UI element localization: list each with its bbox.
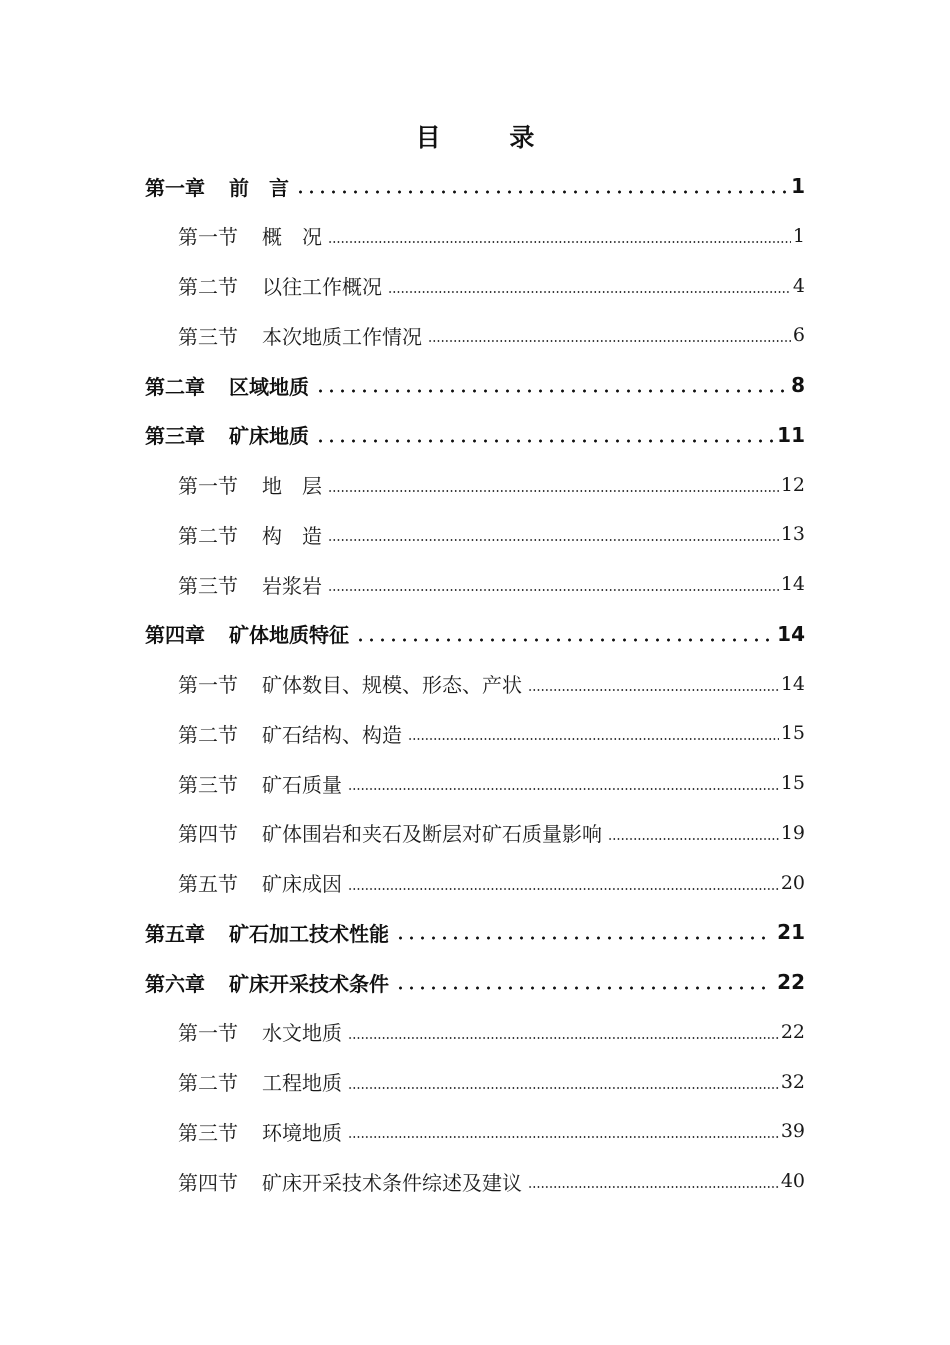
section-title: 水文地质 — [262, 1021, 342, 1046]
chapter-number: 第三章 — [145, 424, 205, 449]
section-title: 矿床成因 — [262, 872, 342, 896]
chapter-title: 区域地质 — [229, 374, 309, 399]
section-number: 第一节 — [178, 673, 238, 697]
dot-leader — [328, 538, 779, 542]
section-title: 矿床开采技术条件综述及建议 — [262, 1170, 522, 1195]
dot-leader — [348, 1086, 779, 1090]
page-number: 8 — [791, 373, 805, 397]
section-title: 矿体围岩和夹石及断层对矿石质量影响 — [262, 822, 602, 847]
dot-leader — [328, 588, 779, 592]
section-number: 第四节 — [178, 822, 238, 847]
toc-section-entry[interactable] — [178, 465, 805, 505]
chapter-title: 前 言 — [229, 175, 289, 200]
dot-leader — [328, 489, 779, 493]
section-title: 矿石结构、构造 — [262, 722, 402, 747]
dot-leader — [608, 837, 779, 841]
toc-chapter-entry[interactable] — [145, 614, 805, 654]
section-title: 矿体数目、规模、形态、产状 — [262, 673, 522, 697]
toc-section-entry[interactable] — [178, 1062, 805, 1102]
dot-leader — [348, 1036, 779, 1040]
section-number: 第二节 — [178, 523, 238, 548]
section-number: 第三节 — [178, 772, 238, 797]
page-number: 4 — [792, 274, 805, 297]
dot-leader — [388, 290, 791, 294]
chapter-number: 第四章 — [145, 623, 205, 648]
page-number: 22 — [777, 970, 805, 994]
chapter-number: 第二章 — [145, 374, 205, 399]
dot-leader — [295, 190, 787, 194]
toc-section-entry[interactable] — [178, 1161, 805, 1201]
toc-section-entry[interactable] — [178, 713, 805, 753]
section-number: 第二节 — [178, 1071, 238, 1095]
page-number: 22 — [780, 1020, 805, 1043]
page-number: 32 — [780, 1070, 805, 1093]
page-number: 19 — [780, 821, 805, 844]
toc-section-entry[interactable] — [178, 813, 805, 853]
dot-leader — [355, 638, 773, 642]
dot-leader — [395, 986, 773, 990]
toc-chapter-entry[interactable] — [145, 962, 805, 1002]
toc-section-entry[interactable] — [178, 863, 805, 903]
toc-section-entry[interactable] — [178, 1012, 805, 1052]
toc-chapter-entry[interactable] — [145, 415, 805, 455]
page-number: 11 — [777, 422, 805, 447]
page-number: 21 — [777, 920, 805, 945]
dot-leader — [348, 1135, 779, 1139]
page-number: 6 — [792, 324, 805, 347]
dot-leader — [428, 339, 791, 343]
section-title: 构 造 — [262, 523, 322, 548]
toc-section-entry[interactable] — [178, 1111, 805, 1151]
page-number: 14 — [780, 672, 805, 695]
toc-section-entry[interactable] — [178, 216, 805, 256]
toc-section-entry[interactable] — [178, 763, 805, 803]
chapter-title: 矿床地质 — [229, 424, 309, 449]
chapter-number: 第一章 — [145, 175, 205, 200]
section-number: 第四节 — [178, 1170, 238, 1195]
dot-leader — [528, 688, 779, 692]
section-number: 第二节 — [178, 722, 238, 747]
section-title: 工程地质 — [262, 1071, 342, 1095]
dot-leader — [395, 936, 773, 940]
toc-chapter-entry[interactable] — [145, 166, 805, 206]
toc-section-entry[interactable] — [178, 266, 805, 306]
page-number: 39 — [780, 1120, 805, 1143]
section-title: 岩浆岩 — [262, 573, 322, 598]
section-number: 第五节 — [178, 872, 238, 896]
page-number: 15 — [780, 722, 805, 745]
toc-chapter-entry[interactable] — [145, 912, 805, 952]
section-number: 第一节 — [178, 474, 238, 498]
toc-section-entry[interactable] — [178, 315, 805, 355]
toc-section-entry[interactable] — [178, 664, 805, 704]
page-number: 40 — [780, 1170, 805, 1192]
section-number: 第一节 — [178, 225, 238, 250]
section-number: 第三节 — [178, 573, 238, 598]
page-number: 14 — [780, 573, 805, 595]
page-number: 1 — [791, 174, 805, 198]
section-number: 第二节 — [178, 275, 238, 299]
dot-leader — [528, 1185, 779, 1189]
section-title: 地 层 — [262, 474, 322, 498]
dot-leader — [348, 887, 779, 891]
toc-chapter-entry[interactable] — [145, 365, 805, 405]
page-number: 1 — [792, 224, 805, 247]
dot-leader — [315, 389, 787, 393]
section-title: 概 况 — [262, 225, 322, 250]
section-title: 本次地质工作情况 — [262, 324, 422, 349]
section-title: 环境地质 — [262, 1120, 342, 1145]
dot-leader — [315, 439, 773, 443]
section-title: 矿石质量 — [262, 772, 342, 797]
section-title: 以往工作概况 — [262, 275, 382, 299]
toc-section-entry[interactable] — [178, 514, 805, 554]
page-number: 12 — [780, 473, 805, 496]
toc-title: 目 录 — [415, 123, 565, 152]
section-number: 第一节 — [178, 1021, 238, 1046]
toc-section-entry[interactable] — [178, 564, 805, 604]
section-number: 第三节 — [178, 324, 238, 349]
page-number: 15 — [780, 772, 805, 794]
dot-leader — [328, 240, 791, 244]
chapter-title: 矿石加工技术性能 — [229, 921, 389, 946]
chapter-title: 矿床开采技术条件 — [229, 971, 389, 996]
page-number: 13 — [780, 523, 805, 546]
dot-leader — [348, 787, 779, 791]
dot-leader — [408, 737, 779, 741]
page-number: 14 — [777, 621, 805, 646]
section-number: 第三节 — [178, 1120, 238, 1145]
chapter-title: 矿体地质特征 — [229, 623, 349, 648]
chapter-number: 第五章 — [145, 921, 205, 946]
page-number: 20 — [780, 871, 805, 894]
chapter-number: 第六章 — [145, 971, 205, 996]
